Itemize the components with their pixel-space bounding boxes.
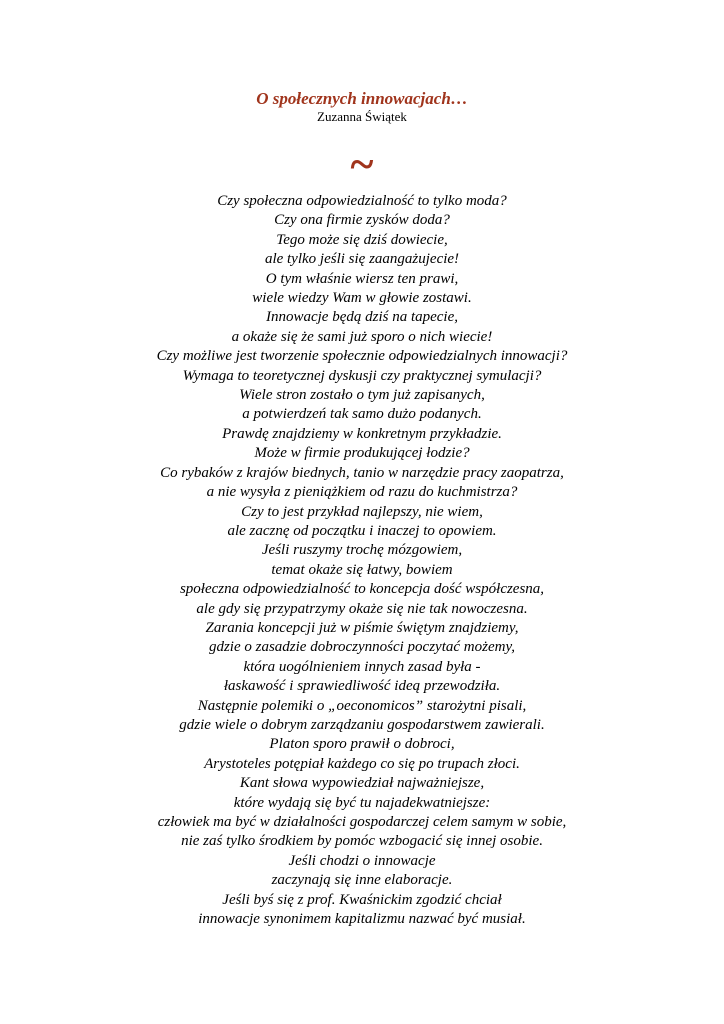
poem-line: nie zaś tylko środkiem by pomóc wzbogacić się innej osobie. [181, 833, 543, 850]
poem-line: Wymaga to teoretycznej dyskusji czy praktycznej symulacji? [182, 367, 542, 384]
poem-line: Arystoteles potępiał każdego co się po trupach złoci. [204, 755, 520, 772]
poem-line: Czy to jest przykład najlepszy, nie wiem, [241, 503, 483, 520]
poem-line: a potwierdzeń tak samo dużo podanych. [242, 406, 482, 423]
poem-line: człowiek ma być w działalności gospodarczej celem samym w sobie, [157, 814, 567, 830]
poem-line: Tego może się dziś dowiecie, [276, 231, 448, 248]
poem-line: Jeśli ruszymy trochę mózgowiem, [261, 542, 463, 559]
poem-line: innowacje synonimem kapitalizmu nazwać być musiał. [198, 911, 526, 928]
poem-line: Czy ona firmie zysków doda? [274, 212, 450, 229]
poem-line: Zarania koncepcji już w piśmie świętym znajdziemy, [205, 619, 519, 636]
poem-line: a nie wysyła z pieniążkiem od razu do kuchmistrza? [206, 484, 518, 501]
poem-line: Jeśli byś się z prof. Kwaśnickim zgodzić chciał [222, 891, 502, 908]
poem-line: zaczynają się inne elaboracje. [271, 872, 453, 889]
poem-line: ale zacznę od początku i inaczej to opowiem. [227, 522, 497, 539]
poem-line: Czy możliwe jest tworzenie społecznie odpowiedzialnych innowacji? [156, 348, 568, 365]
poem-line: która uogólnieniem innych zasad była - [243, 658, 481, 675]
poem-line: gdzie o zasadzie dobroczynności poczytać możemy, [208, 639, 516, 656]
poem-body [0, 192, 724, 929]
poem-line: Platon sporo prawił o dobroci, [269, 736, 455, 753]
tilde-ornament: ~ [350, 140, 374, 189]
poem-line: które wydają się być tu najadekwatniejsze: [233, 794, 491, 811]
poem-line: Wiele stron zostało o tym już zapisanych, [239, 387, 485, 404]
poem-line: Następnie polemiki o „oeconomicos” starożytni pisali, [197, 697, 527, 714]
poem-line: ale tylko jeśli się zaangażujecie! [264, 251, 460, 268]
poem-line: temat okaże się łatwy, bowiem [271, 561, 453, 578]
poem-line: gdzie wiele o dobrym zarządzaniu gospodarstwem zawierali. [179, 716, 545, 733]
poem-line: ale gdy się przypatrzymy okaże się nie tak nowoczesna. [196, 600, 528, 617]
poem-line: O tym właśnie wiersz ten prawi, [265, 270, 459, 287]
poem-line: łaskawość i sprawiedliwość ideą przewodziła. [223, 678, 501, 695]
poem-line: Może w firmie produkującej łodzie? [254, 445, 470, 462]
poem-line: a okaże się że sami już sporo o nich wiecie! [231, 328, 493, 345]
poem-line: społeczna odpowiedzialność to koncepcja dość współczesna, [179, 581, 545, 598]
poem-line: Kant słowa wypowiedział najważniejsze, [239, 775, 485, 792]
page-title: O społecznych innowacjach… [256, 89, 468, 108]
author-name: Zuzanna Świątek [317, 109, 407, 124]
poem-line: Prawdę znajdziemy w konkretnym przykładzie. [222, 425, 502, 442]
poem-line: Co rybaków z krajów biednych, tanio w narzędzie pracy zaopatrza, [160, 464, 564, 481]
poem-line: Jeśli chodzi o innowacje [288, 852, 436, 869]
poem-line: Innowacje będą dziś na tapecie, [265, 309, 459, 326]
poem-line: Czy społeczna odpowiedzialność to tylko moda? [217, 193, 507, 209]
poem-line: wiele wiedzy Wam w głowie zostawi. [252, 290, 472, 307]
